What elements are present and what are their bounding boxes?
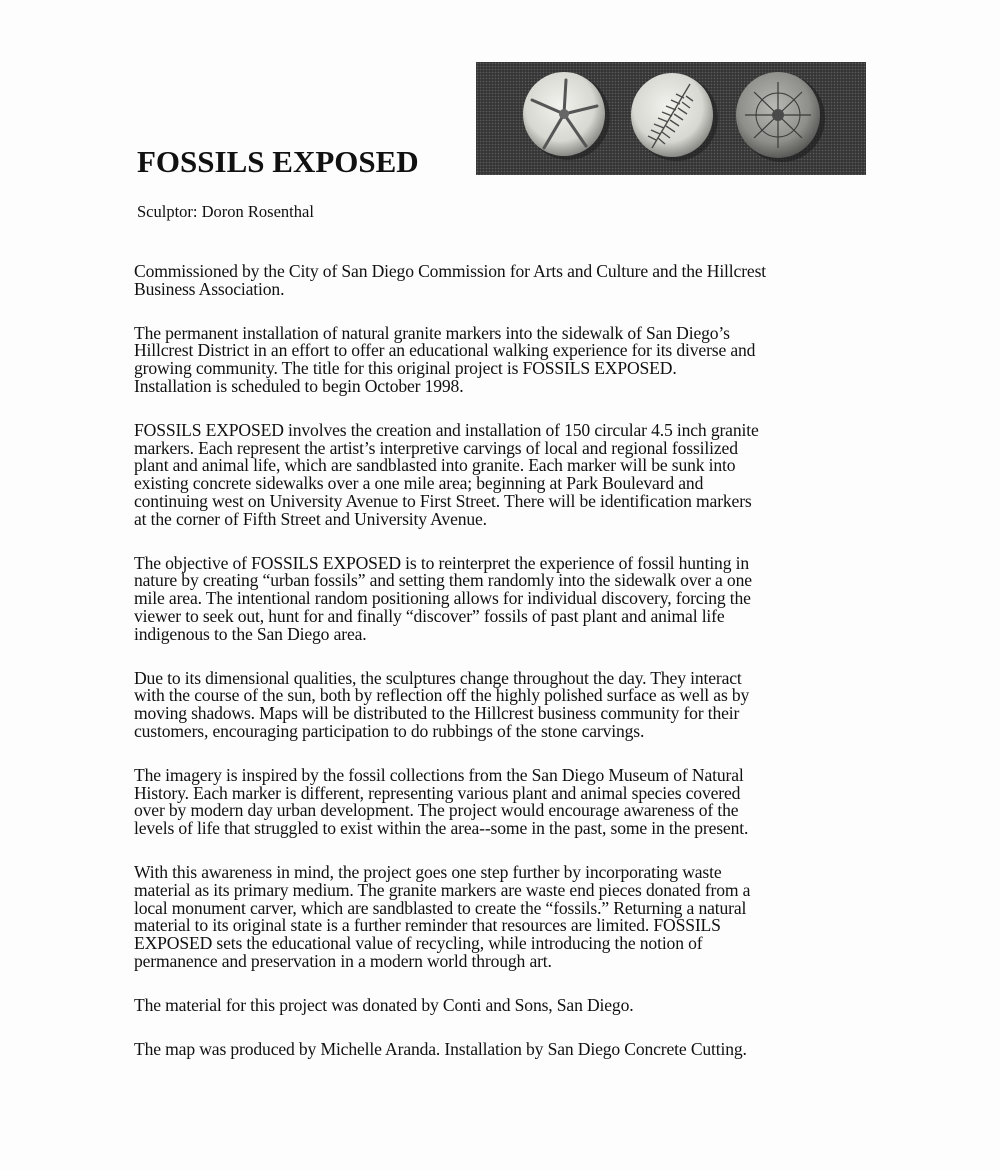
paragraph-objective: The objective of FOSSILS EXPOSED is to reinterpret the experience of fossil hunting in nature by creating “urban fossils” and setting them randomly into the sidewalk over a one mile area. The intentional random positioning allows for individual discovery, forcing the viewer to seek out, hunt for and finally “discover” fossils of past plant and animal life indigenous to the San Diego area. bbox=[134, 552, 752, 644]
paragraph-installation: The permanent installation of natural granite markers into the sidewalk of San Diego’s Hillcrest District in an effort to offer an educational walking experience for its diverse and growing community. The title for this original project is FOSSILS EXPOSED. Installation is scheduled to begin October 1998. bbox=[134, 322, 756, 396]
paragraph-imagery: The imagery is inspired by the fossil collections from the San Diego Museum of Natural History. Each marker is different, representing various plant and animal species covered over by modern day urban development. The project would encourage awareness of the levels of life that struggled to exist within the area--some in the past, some in the present. bbox=[134, 764, 749, 839]
paragraph-awareness: With this awareness in mind, the project goes one step further by incorporating waste material as its primary medium. The granite markers are waste end pieces donated from a local monument carver, which are sandblasted to create the “fossils.” Returning a natural material to its original state is a further reminder that resources are limited. FOSSILS EXPOSED sets the educational value of recycling, while introducing the notion of permanence and preservation in a modern world through art. bbox=[134, 861, 751, 971]
fossil-markers-photo bbox=[476, 62, 866, 175]
paragraph-map-credit: The map was produced by Michelle Aranda. Installation by San Diego Concrete Cutting. bbox=[134, 1038, 747, 1059]
paragraph-commission: Commissioned by the City of San Diego Commission for Arts and Culture and the Hillcrest Business Association. bbox=[134, 261, 766, 299]
sculptor-credit: Sculptor: Doron Rosenthal bbox=[137, 202, 314, 221]
document-title: FOSSILS EXPOSED bbox=[137, 144, 419, 179]
paragraph-material-donation: The material for this project was donated by Conti and Sons, San Diego. bbox=[134, 994, 634, 1015]
paragraph-project-details: FOSSILS EXPOSED involves the creation and installation of 150 circular 4.5 inch granite markers. Each represent the artist’s interpretive carvings of local and regional fossilized plant and animal life, which are sandblasted into granite. Each marker will be sunk into existing concrete sidewalks over a one mile area; beginning at Park Boulevard and continuing west on University Avenue to First Street. There will be identification markers at the corner of Fifth Street and University Avenue. bbox=[134, 419, 759, 529]
document-body bbox=[134, 263, 894, 1058]
paragraph-dimensional-qualities: Due to its dimensional qualities, the sculptures change throughout the day. They interact with the course of the sun, both by reflection off the highly polished surface as well as by moving shadows. Maps will be distributed to the Hillcrest business community for their customers, encouraging participation to do rubbings of the stone carvings. bbox=[134, 667, 750, 741]
fossil-markers-image bbox=[476, 62, 866, 175]
